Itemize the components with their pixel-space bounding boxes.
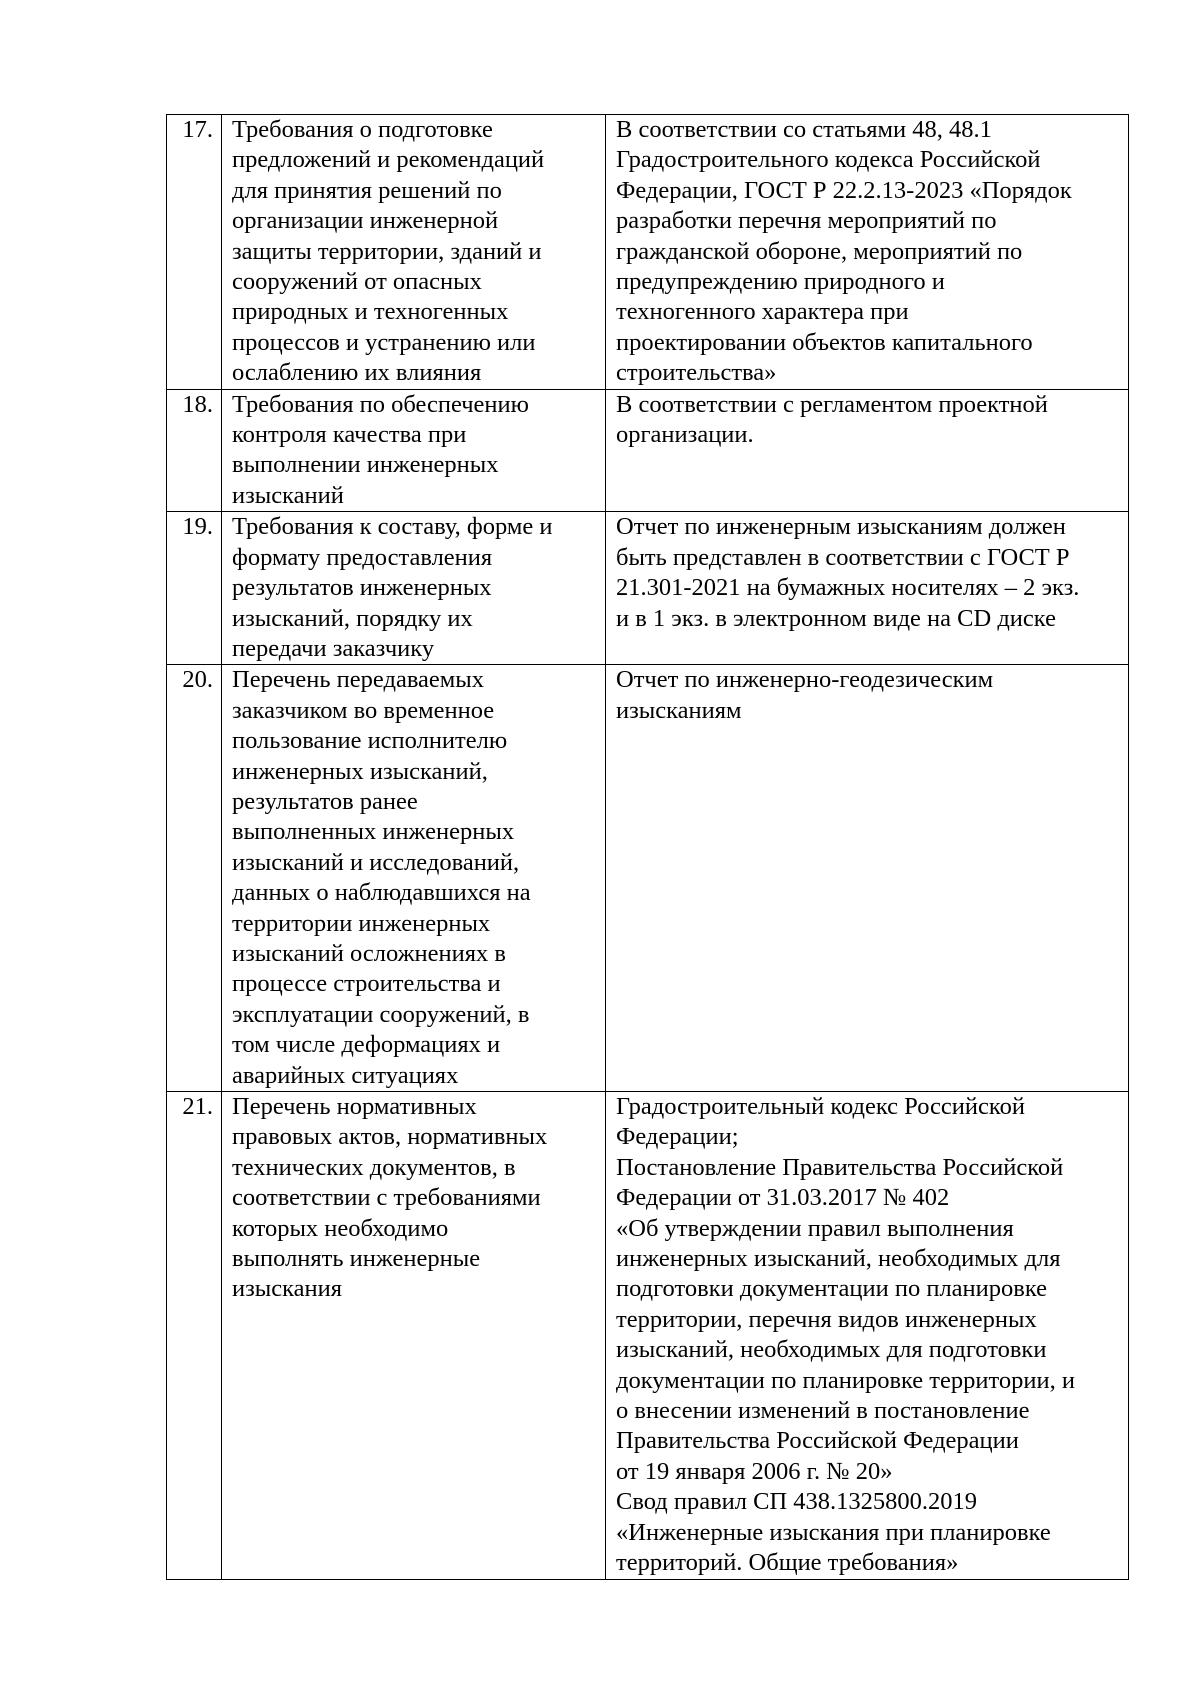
- requirement-value-cell: [606, 512, 1129, 665]
- requirement-value-line: Постановление Правительства Российской: [616, 1153, 1064, 1181]
- requirement-name-line: выполнять инженерные: [232, 1245, 481, 1273]
- requirement-name-line: процессе строительства и: [232, 970, 501, 998]
- requirement-name-line: изысканий и исследований,: [232, 848, 520, 876]
- requirement-name-line: изыскания: [232, 1275, 343, 1303]
- requirement-name-line: Требования по обеспечению: [232, 390, 529, 418]
- requirement-name-line: пользование исполнителю: [232, 727, 508, 755]
- requirement-name-line: выполнении инженерных: [232, 451, 499, 479]
- table-row: [167, 1092, 1129, 1580]
- requirement-name-line: которых необходимо: [232, 1214, 449, 1242]
- requirement-value-cell: [606, 389, 1129, 512]
- requirement-value-line: В соответствии со статьями 48, 48.1: [616, 116, 992, 143]
- requirement-value-line: быть представлен в соответствии с ГОСТ Р: [616, 543, 1070, 571]
- requirement-value-line: Градостроительный кодекс Российской: [616, 1093, 1025, 1120]
- requirement-name-line: заказчиком во временное: [232, 696, 495, 724]
- requirement-name-line: организации инженерной: [232, 207, 499, 235]
- requirement-name-line: данных о наблюдавшихся на: [232, 879, 531, 907]
- requirement-name-line: Требования к составу, форме и: [232, 513, 553, 541]
- requirement-value-line: подготовки документации по планировке: [616, 1275, 1048, 1303]
- requirement-value-line: территории, перечня видов инженерных: [616, 1305, 1037, 1333]
- requirement-name-line: инженерных изысканий,: [232, 757, 488, 785]
- requirement-name-line: выполненных инженерных: [232, 818, 515, 846]
- requirement-name-cell: [222, 665, 606, 1092]
- requirement-value-line: Правительства Российской Федерации: [616, 1427, 1019, 1455]
- requirement-name-line: правовых актов, нормативных: [232, 1123, 548, 1151]
- requirement-name-line: том числе деформациях и: [232, 1031, 501, 1059]
- requirement-name-line: сооружений от опасных: [232, 268, 482, 296]
- requirement-name-line: защиты территории, зданий и: [232, 237, 542, 265]
- requirement-value-cell: [606, 665, 1129, 1092]
- requirement-name-line: формату предоставления: [232, 543, 493, 571]
- table-row: [167, 665, 1129, 1092]
- requirement-name-cell: [222, 389, 606, 512]
- requirement-value-cell: [606, 115, 1129, 390]
- requirement-value-line: техногенного характера при: [616, 298, 909, 326]
- requirement-value-line: территорий. Общие требования»: [616, 1549, 959, 1577]
- requirements-table: [166, 114, 1129, 1580]
- row-number: 21.: [167, 1092, 222, 1580]
- table-row: [167, 115, 1129, 390]
- table-row: [167, 389, 1129, 512]
- requirement-name-line: предложений и рекомендаций: [232, 146, 545, 174]
- requirement-name-line: эксплуатации сооружений, в: [232, 1000, 530, 1028]
- requirement-name-cell: [222, 115, 606, 390]
- row-number: 20.: [167, 665, 222, 1092]
- requirement-value-line: от 19 января 2006 г. № 20»: [616, 1457, 893, 1485]
- requirement-name-cell: [222, 1092, 606, 1580]
- requirement-value-cell: [606, 1092, 1129, 1580]
- requirement-value-line: предупреждению природного и: [616, 268, 945, 296]
- requirement-value-line: строительства»: [616, 359, 777, 387]
- row-number: 18.: [167, 389, 222, 512]
- requirement-name-cell: [222, 512, 606, 665]
- requirement-value-line: В соответствии с регламентом проектной: [616, 390, 1048, 418]
- requirement-name-line: соответствии с требованиями: [232, 1184, 541, 1212]
- row-number: 19.: [167, 512, 222, 665]
- requirement-value-line: Свод правил СП 438.1325800.2019: [616, 1488, 978, 1516]
- requirement-name-line: территории инженерных: [232, 909, 491, 937]
- requirement-value-line: организации.: [616, 421, 754, 449]
- requirement-name-line: контроля качества при: [232, 421, 467, 449]
- requirement-value-line: Отчет по инженерным изысканиям должен: [616, 513, 1066, 541]
- requirement-name-line: ослаблению их влияния: [232, 359, 482, 387]
- requirement-name-line: изысканий, порядку их: [232, 604, 473, 632]
- requirement-value-line: Федерации от 31.03.2017 № 402: [616, 1184, 950, 1212]
- requirement-value-line: Федерации;: [616, 1123, 739, 1151]
- requirement-value-line: о внесении изменений в постановление: [616, 1397, 1030, 1425]
- requirement-name-line: результатов ранее: [232, 787, 418, 815]
- table-row: [167, 512, 1129, 665]
- requirement-name-line: результатов инженерных: [232, 574, 492, 602]
- requirement-value-line: Отчет по инженерно-геодезическим: [616, 666, 994, 694]
- requirement-name-line: аварийных ситуациях: [232, 1061, 459, 1089]
- requirement-value-line: «Инженерные изыскания при планировке: [616, 1518, 1051, 1546]
- requirement-name-line: Перечень нормативных: [232, 1093, 477, 1120]
- requirement-value-line: и в 1 экз. в электронном виде на CD диске: [616, 604, 1056, 632]
- requirement-name-line: изысканий осложнениях в: [232, 939, 506, 967]
- requirement-name-line: процессов и устранению или: [232, 328, 536, 356]
- requirement-value-line: «Об утверждении правил выполнения: [616, 1214, 1014, 1242]
- requirement-value-line: 21.301-2021 на бумажных носителях – 2 экз.: [616, 574, 1080, 602]
- requirement-name-line: передачи заказчику: [232, 634, 435, 662]
- requirement-value-line: проектировании объектов капитального: [616, 328, 1033, 356]
- requirement-value-line: гражданской обороне, мероприятий по: [616, 237, 1023, 265]
- requirement-value-line: Федерации, ГОСТ Р 22.2.13-2023 «Порядок: [616, 176, 1072, 204]
- requirement-value-line: изысканий, необходимых для подготовки: [616, 1336, 1047, 1364]
- requirement-name-line: Требования о подготовке: [232, 116, 493, 143]
- requirement-name-line: Перечень передаваемых: [232, 666, 485, 694]
- row-number: 17.: [167, 115, 222, 390]
- requirement-name-line: для принятия решений по: [232, 176, 502, 204]
- requirement-value-line: инженерных изысканий, необходимых для: [616, 1245, 1061, 1273]
- requirement-value-line: Градостроительного кодекса Российской: [616, 146, 1041, 174]
- requirement-value-line: документации по планировке территории, и: [616, 1366, 1075, 1394]
- requirement-name-line: изысканий: [232, 481, 344, 509]
- requirements-table-body: [167, 115, 1129, 1580]
- requirement-name-line: технических документов, в: [232, 1153, 516, 1181]
- requirement-value-line: разработки перечня мероприятий по: [616, 207, 997, 235]
- requirement-name-line: природных и техногенных: [232, 298, 509, 326]
- requirement-value-line: изысканиям: [616, 696, 742, 724]
